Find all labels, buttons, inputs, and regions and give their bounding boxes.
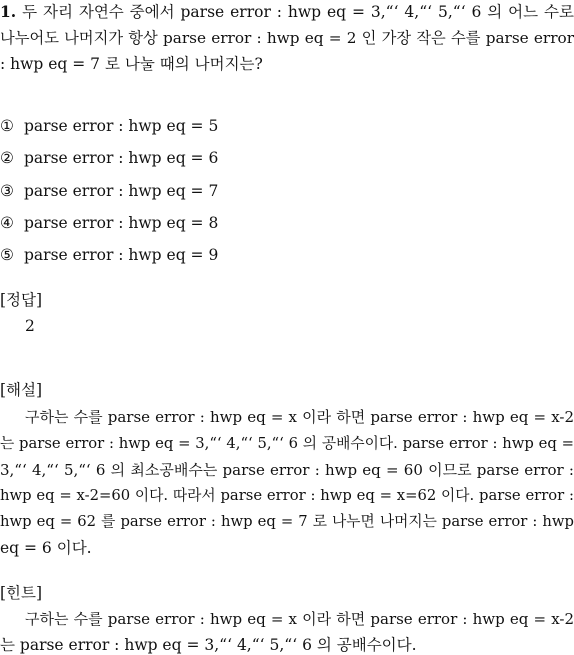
- hint-heading: [힌트]: [0, 584, 43, 602]
- choice-3[interactable]: [0, 181, 218, 201]
- explanation-line-1: 구하는 수를 parse error : hwp eq = x 이라 하면 parse error : hwp eq = x-2: [25, 408, 574, 426]
- choice-mark: ③: [0, 182, 14, 200]
- explanation-heading: [해설]: [0, 381, 43, 399]
- explanation-line-2: 는 parse error : hwp eq = 3,“‘ 4,“‘ 5,“‘ 6 의 공배수이다. parse error : hwp eq =: [0, 435, 574, 452]
- choice-mark: ⑤: [0, 246, 14, 264]
- explanation-line-3: 3,“‘ 4,“‘ 5,“‘ 6 의 최소공배수는 parse error : hwp eq = 60 이므로 parse error :: [0, 461, 574, 479]
- choice-mark: ④: [0, 214, 14, 232]
- answer-value: 2: [25, 317, 35, 335]
- answer-heading: [정답]: [0, 291, 43, 309]
- choice-4[interactable]: [0, 213, 218, 233]
- choice-text: parse error : hwp eq = 6: [24, 149, 219, 167]
- choice-2[interactable]: [0, 148, 218, 168]
- hint-line-1: 구하는 수를 parse error : hwp eq = x 이라 하면 parse error : hwp eq = x-2: [25, 610, 574, 628]
- question-line-2: 나누어도 나머지가 항상 parse error : hwp eq = 2 인 가장 작은 수를 parse error: [0, 29, 574, 47]
- explanation-line-4: hwp eq = x-2=60 이다. 따라서 parse error : hwp eq = x=62 이다. parse error :: [0, 487, 574, 504]
- choice-text: parse error : hwp eq = 7: [24, 182, 219, 200]
- choice-text: parse error : hwp eq = 8: [24, 214, 219, 232]
- explanation-line-5: hwp eq = 62 를 parse error : hwp eq = 7 로 나누면 나머지는 parse error : hwp: [0, 513, 574, 530]
- explanation-line-6: eq = 6 이다.: [0, 539, 92, 557]
- choice-5[interactable]: [0, 245, 218, 265]
- question-line-1: [0, 2, 574, 22]
- choice-mark: ②: [0, 149, 14, 167]
- question-line-3: : hwp eq = 7 로 나눌 때의 나머지는?: [0, 55, 263, 73]
- hint-line-2: 는 parse error : hwp eq = 3,“‘ 4,“‘ 5,“‘ 6 의 공배수이다.: [0, 636, 417, 654]
- question-text-1: 두 자리 자연수 중에서 parse error : hwp eq = 3,“‘ 4,“‘ 5,“‘ 6 의 어느 수로: [22, 3, 574, 21]
- choice-text: parse error : hwp eq = 5: [24, 117, 219, 135]
- choice-text: parse error : hwp eq = 9: [24, 246, 219, 264]
- choice-mark: ①: [0, 117, 14, 135]
- choice-1[interactable]: [0, 116, 218, 136]
- question-number: 1.: [0, 2, 17, 21]
